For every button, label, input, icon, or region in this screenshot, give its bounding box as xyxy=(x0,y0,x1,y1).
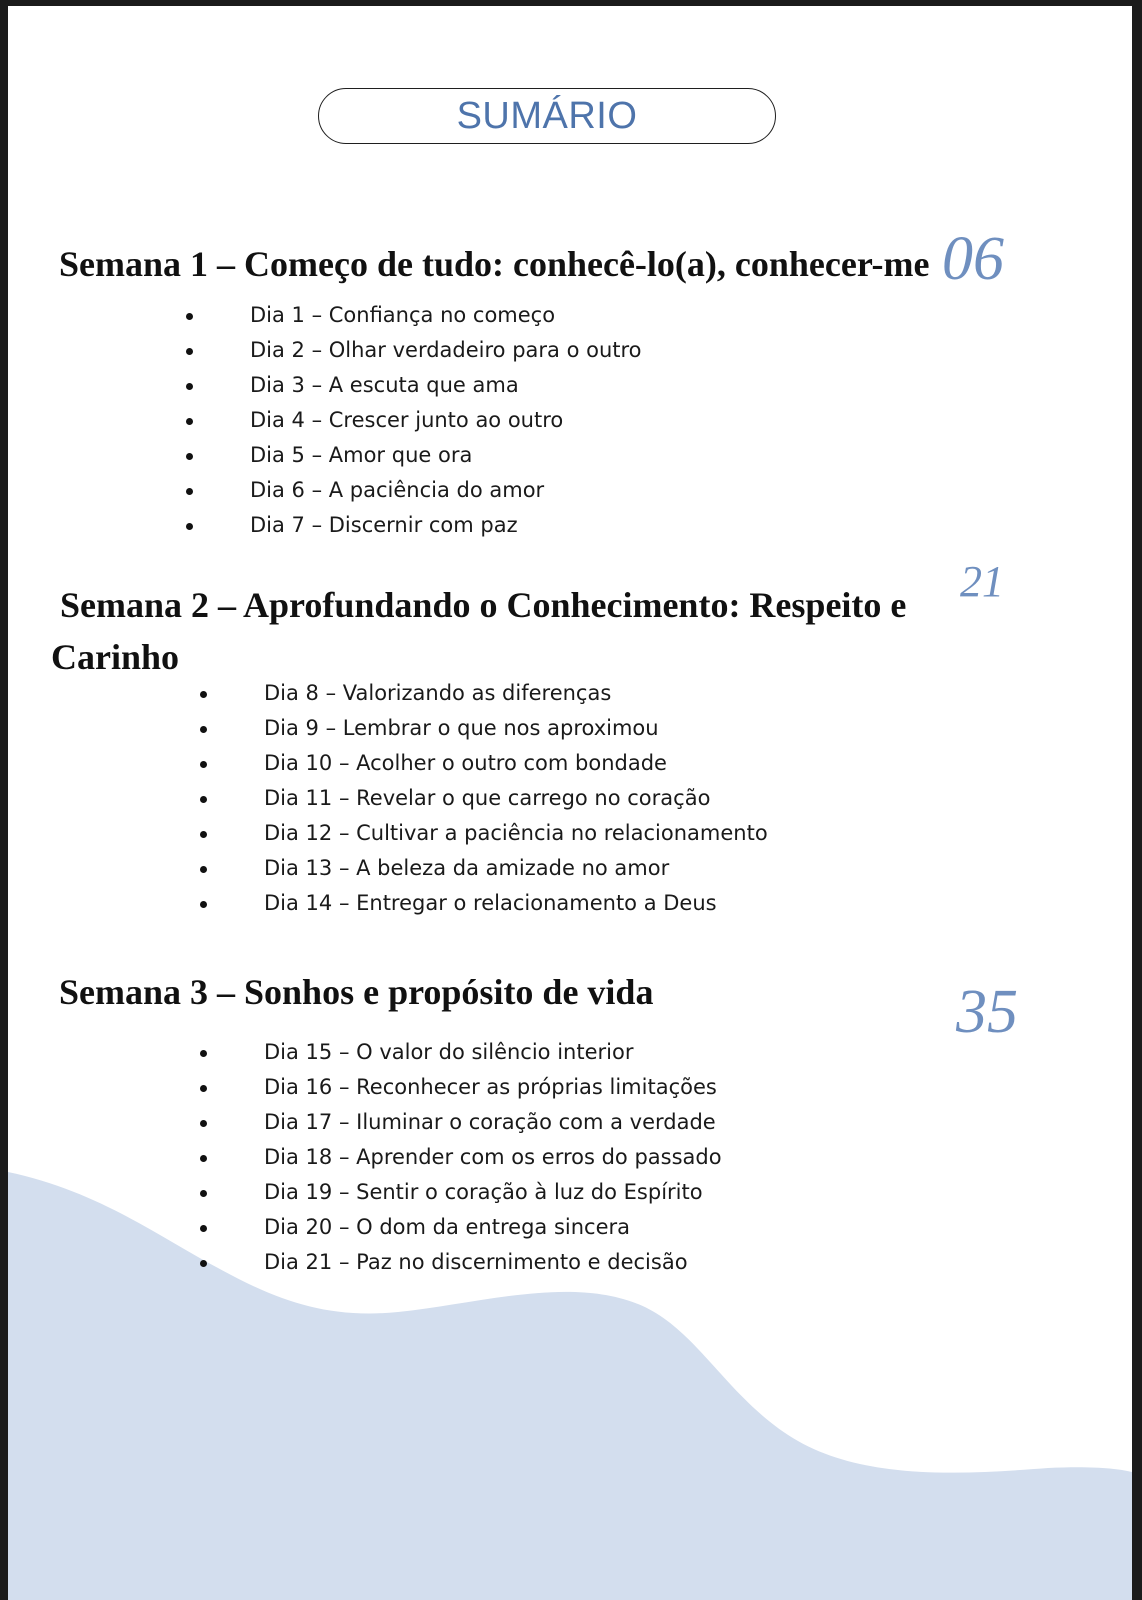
list-item: Dia 12 – Cultivar a paciência no relacionamento xyxy=(264,816,768,851)
list-item: Dia 6 – A paciência do amor xyxy=(250,473,642,508)
list-item: Dia 18 – Aprender com os erros do passado xyxy=(264,1140,722,1175)
summary-title-box xyxy=(318,88,776,144)
list-item: Dia 3 – A escuta que ama xyxy=(250,368,642,403)
page-number: 06 xyxy=(942,225,1004,293)
list-item: Dia 2 – Olhar verdadeiro para o outro xyxy=(250,333,642,368)
page-title: SUMÁRIO xyxy=(456,94,638,137)
week-title-line-2: Carinho xyxy=(51,637,180,677)
list-item: Dia 21 – Paz no discernimento e decisão xyxy=(264,1245,722,1280)
list-item: Dia 17 – Iluminar o coração com a verdade xyxy=(264,1105,722,1140)
list-item: Dia 13 – A beleza da amizade no amor xyxy=(264,851,768,886)
list-item: Dia 15 – O valor do silêncio interior xyxy=(264,1035,722,1070)
week-title: Semana 1 – Começo de tudo: conhecê-lo(a), conhecer-me xyxy=(59,244,930,284)
list-item: Dia 9 – Lembrar o que nos aproximou xyxy=(264,711,768,746)
week-title: Semana 3 – Sonhos e propósito de vida xyxy=(59,972,654,1012)
day-list xyxy=(264,676,768,921)
week-title-line-1: Semana 2 – Aprofundando o Conhecimento: Respeito e xyxy=(60,585,907,625)
list-item: Dia 1 – Confiança no começo xyxy=(250,298,642,333)
list-item: Dia 16 – Reconhecer as próprias limitações xyxy=(264,1070,722,1105)
list-item: Dia 5 – Amor que ora xyxy=(250,438,642,473)
page-number: 21 xyxy=(960,557,1004,606)
list-item: Dia 11 – Revelar o que carrego no coração xyxy=(264,781,768,816)
page-number: 35 xyxy=(956,978,1018,1046)
day-list xyxy=(250,298,642,543)
list-item: Dia 10 – Acolher o outro com bondade xyxy=(264,746,768,781)
day-list xyxy=(264,1035,722,1280)
list-item: Dia 7 – Discernir com paz xyxy=(250,508,642,543)
list-item: Dia 4 – Crescer junto ao outro xyxy=(250,403,642,438)
list-item: Dia 19 – Sentir o coração à luz do Espírito xyxy=(264,1175,722,1210)
document-page xyxy=(8,6,1132,1600)
list-item: Dia 20 – O dom da entrega sincera xyxy=(264,1210,722,1245)
list-item: Dia 14 – Entregar o relacionamento a Deus xyxy=(264,886,768,921)
list-item: Dia 8 – Valorizando as diferenças xyxy=(264,676,768,711)
